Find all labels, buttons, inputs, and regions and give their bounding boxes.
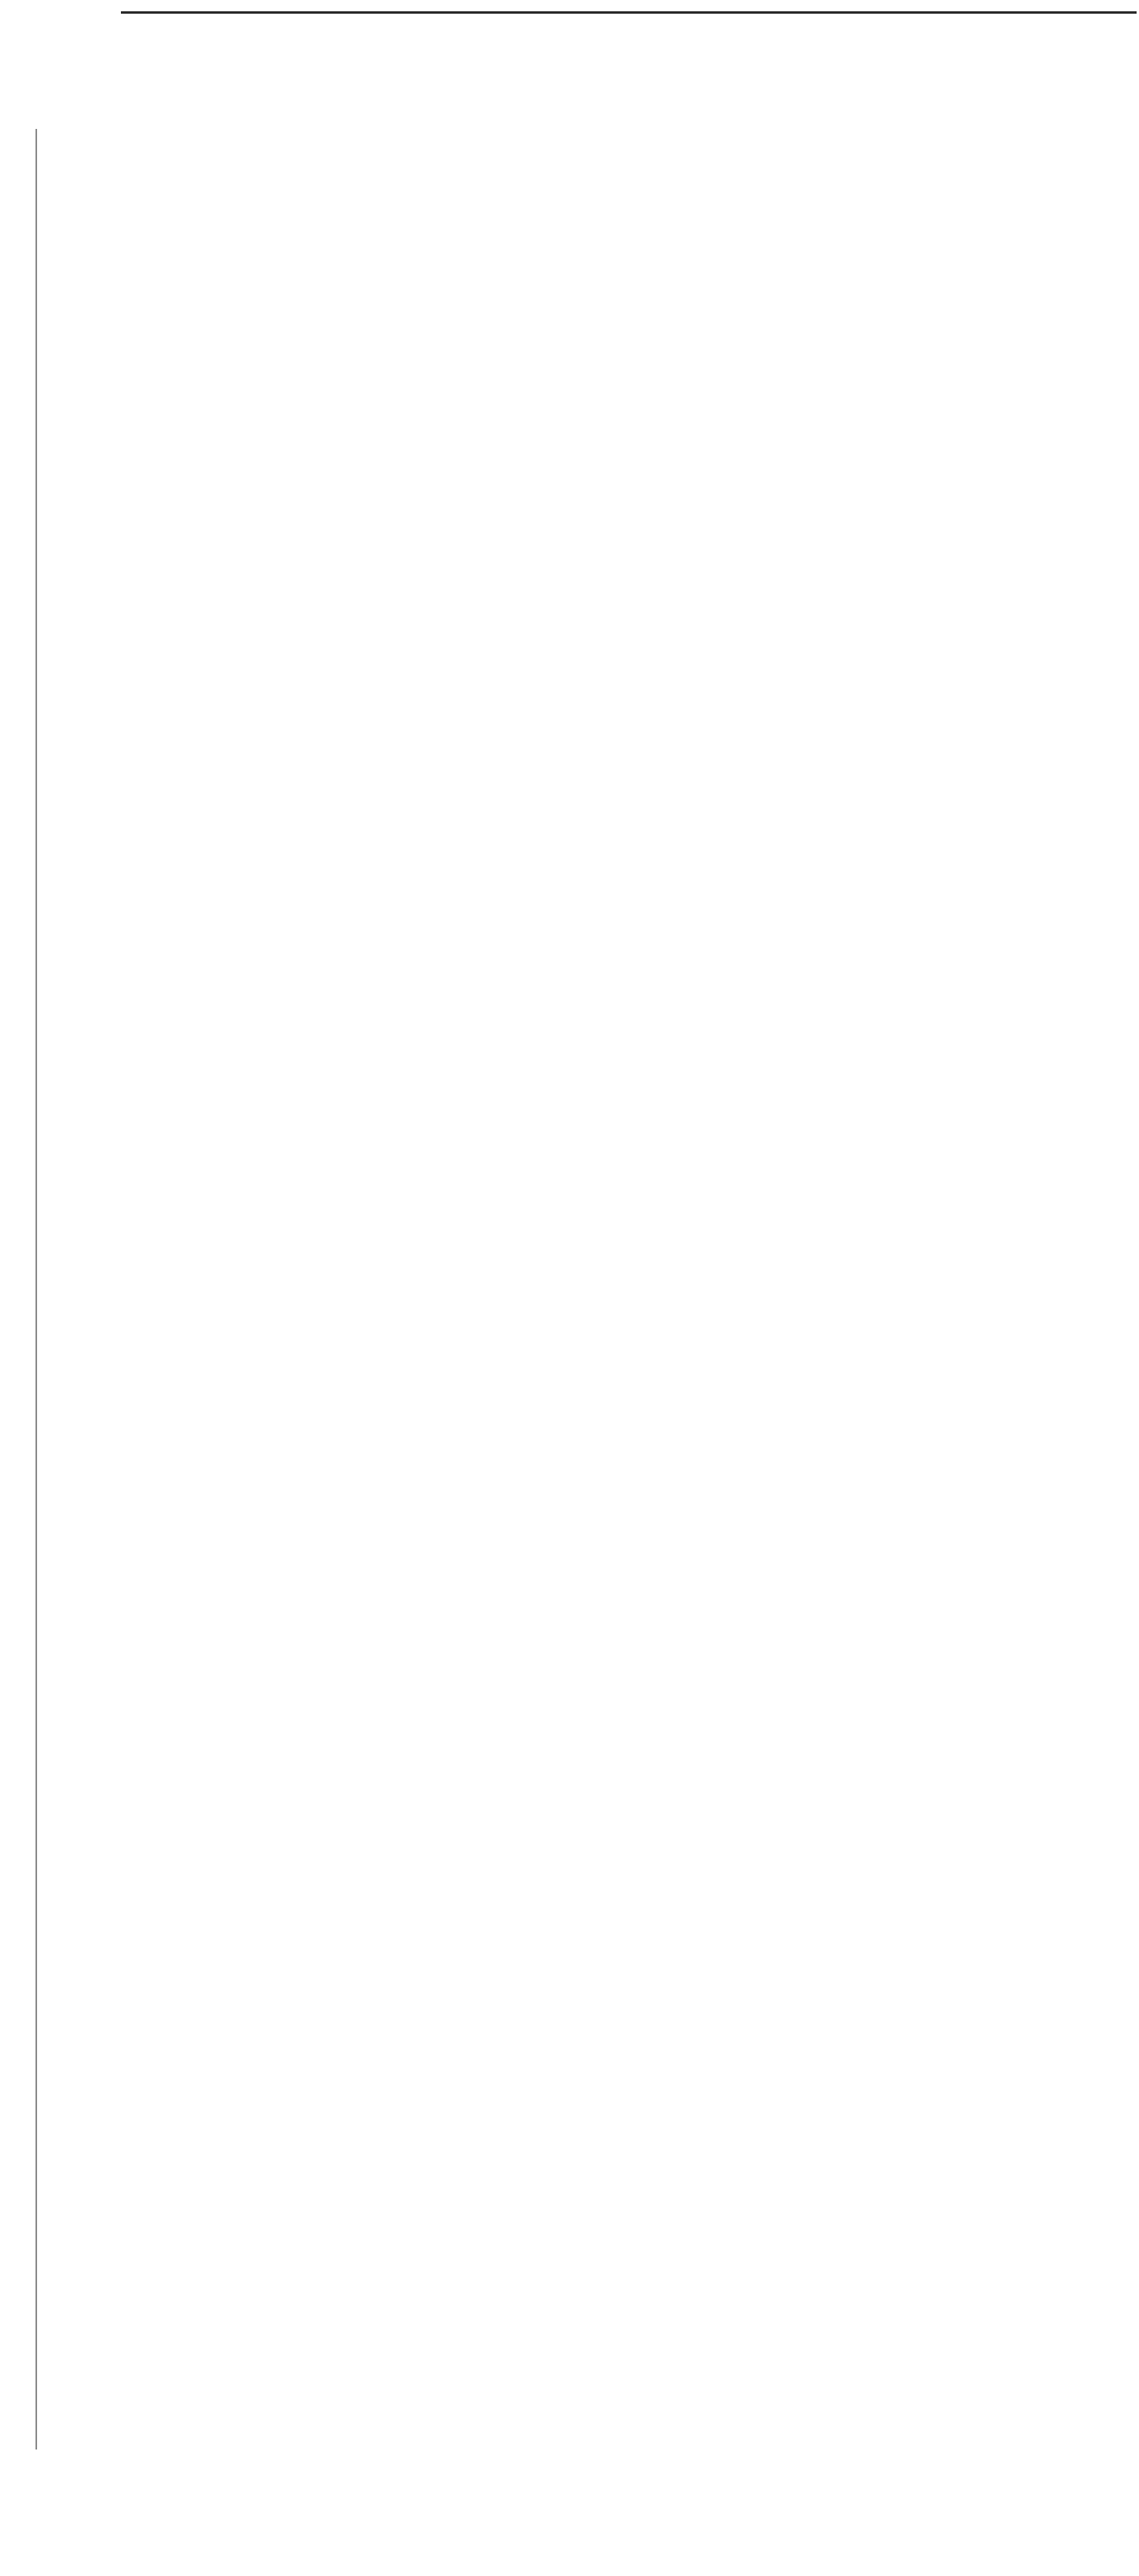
column-divider [35,129,37,2449]
left-margin-strip [0,129,27,2466]
answer-content [47,139,1127,143]
top-rule [121,11,1137,14]
